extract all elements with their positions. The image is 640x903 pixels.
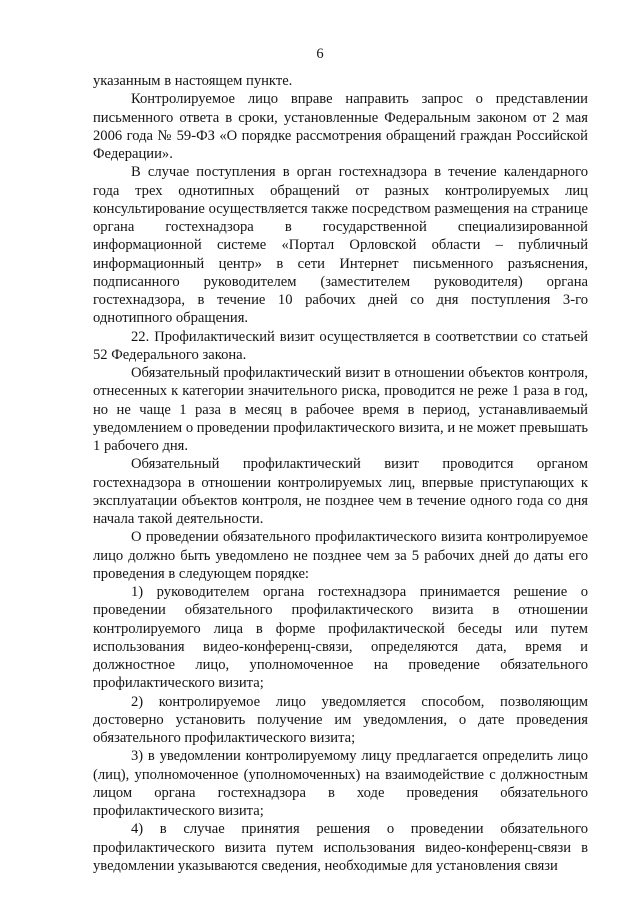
document-body — [93, 72, 588, 875]
paragraph-mandatory-visit-frequency: Обязательный профилактический визит в отношении объектов контроля, отнесенных к категории значительного риска, проводится не реже 1 раза в год, но не чаще 1 раза в месяц в рабочее время в период, устанавливаемый уведомлением о проведении профилактического визита, и не может превышать 1 рабочего дня. — [93, 365, 588, 454]
paragraph-request-right: Контролируемое лицо вправе направить запрос о представлении письменного ответа в сроки, установленные Федеральным законом от 2 мая 2006 года № 59-ФЗ «О порядке рассмотрения обращений граждан Российской Федерации». — [93, 91, 588, 162]
list-item-4: 4) в случае принятия решения о проведении обязательного профилактического визита путем использования видео-конференц-связи в уведомлении указываются сведения, необходимые для установления связи — [93, 821, 588, 874]
list-item-2: 2) контролируемое лицо уведомляется способом, позволяющим достоверно установить получение им уведомления, о дате проведения обязательного профилактического визита; — [93, 693, 588, 746]
paragraph-item-22: 22. Профилактический визит осуществляется в соответствии со статьей 52 Федерального закона. — [93, 328, 588, 363]
paragraph-notification-order: О проведении обязательного профилактического визита контролируемое лицо должно быть уведомлено не позднее чем за 5 рабочих дней до даты его проведения в следующем порядке: — [93, 529, 588, 582]
page-number: 6 — [316, 46, 324, 62]
list-item-1: 1) руководителем органа гостехнадзора принимается решение о проведении обязательного профилактического визита в отношении контролируемого лица в форме профилактической беседы или путем использования видео-конференц-связи, определяются дата, время и должностное лицо, уполномоченное на проведение обязательного профилактического визита; — [93, 584, 588, 692]
paragraph-continuation: указанным в настоящем пункте. — [93, 73, 293, 89]
list-item-3: 3) в уведомлении контролируемому лицу предлагается определить лицо (лиц), уполномоченное (уполномоченных) на взаимодействие с должностным лицом органа гостехнадзора в ходе проведения обязательного профилактического визита; — [93, 748, 588, 819]
paragraph-same-type-requests: В случае поступления в орган гостехнадзора в течение календарного года трех однотипных обращений от разных контролируемых лиц консультирование осуществляется также посредством размещения на странице органа гостехнадзора в государственной специализированной информационной системе «Портал Орловской области – публичный информационный центр» в сети Интернет письменного разъяснения, подписанного руководителем (заместителем руководителя) органа гостехнадзора, в течение 10 рабочих дней со дня поступления 3-го однотипного обращения. — [93, 164, 588, 327]
paragraph-mandatory-visit-new-entities: Обязательный профилактический визит проводится органом гостехнадзора в отношении контролируемых лиц, впервые приступающих к эксплуатации объектов контроля, не позднее чем в течение одного года со дня начала такой деятельности. — [93, 456, 588, 527]
